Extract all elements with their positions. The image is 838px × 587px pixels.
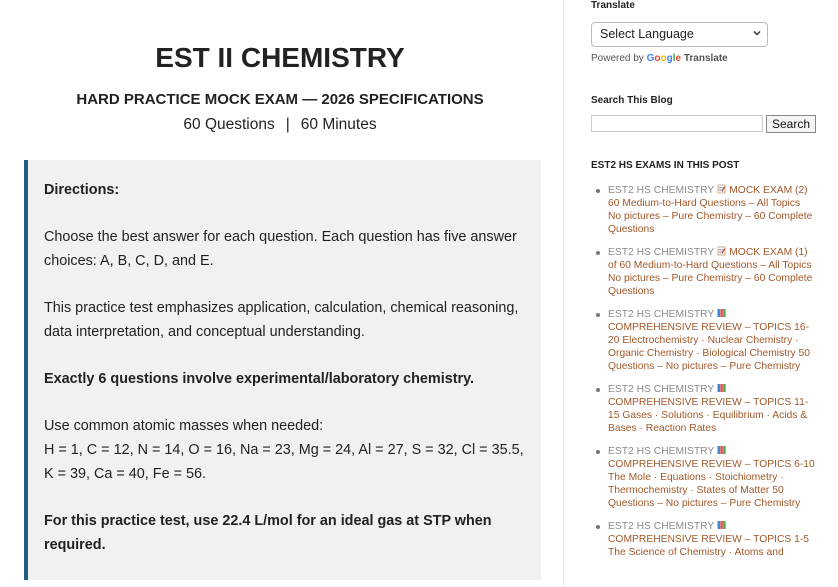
directions-lab-note: Exactly 6 questions involve experimental/laboratory chemistry. [44,371,475,387]
bullet-icon [596,525,600,529]
post-prefix: EST2 HS CHEMISTRY [608,446,715,457]
time-limit: 60 Minutes [300,116,377,133]
translate-link: Translate [683,53,728,64]
language-select[interactable] [591,22,768,47]
directions-emphasis: This practice test emphasizes application, calculation, chemical reasoning, data interpretation, and conceptual understanding. [44,300,519,340]
search-heading: Search This Blog [591,95,673,106]
bullet-icon [596,251,600,255]
page-title: EST II CHEMISTRY [155,42,405,73]
chevron-down-icon [753,29,761,37]
directions-stp-note: For this practice test, use 22.4 L/mol for an ideal gas at STP when required. [44,513,492,553]
atomic-masses-list: H = 1, C = 12, N = 14, O = 16, Na = 23, Mg = 24, Al = 27, S = 32, Cl = 35.5, K = 39, Ca = 40, Fe = 56. [44,442,524,482]
directions-box [24,160,541,580]
meta-separator: | [285,116,290,133]
post-prefix: EST2 HS CHEMISTRY [608,247,715,258]
powered-by-google[interactable] [591,53,728,64]
language-select-value: Select Language [600,27,694,41]
books-icon [717,445,726,455]
bullet-icon [596,313,600,317]
directions-atomic-masses [44,414,524,486]
exam-subtitle: HARD PRACTICE MOCK EXAM — 2026 SPECIFICATIONS [76,91,484,108]
search-input[interactable] [591,115,763,132]
post-title: MOCK EXAM (1) of 60 Medium-to-Hard Questions – All Topics No pictures – Pure Chemistry – 60 Complete Questions [608,247,813,297]
exam-meta [0,116,560,134]
post-prefix: EST2 HS CHEMISTRY [608,521,715,532]
bullet-icon [596,189,600,193]
memo-icon [717,246,726,256]
post-title: COMPREHENSIVE REVIEW – TOPICS 16-20 Electrochemistry · Nuclear Chemistry · Organic Chemistry · Biological Chemistry 50 Questions – No pictures – Pure Chemistry [608,322,810,372]
post-link[interactable] [591,445,816,510]
directions-answer-choices: Choose the best answer for each question. Each question has five answer choices: A, B, C, D, and E. [44,229,517,269]
atomic-masses-intro: Use common atomic masses when needed: [44,418,324,434]
google-logo: Google [646,53,682,64]
post-prefix: EST2 HS CHEMISTRY [608,185,715,196]
powered-by-label: Powered by [591,53,644,64]
posts-heading: EST2 HS EXAMS IN THIS POST [591,160,740,171]
post-link[interactable] [591,383,816,435]
post-prefix: EST2 HS CHEMISTRY [608,309,715,320]
post-title: COMPREHENSIVE REVIEW – TOPICS 11-15 Gases · Solutions · Equilibrium · Acids & Bases · Reaction Rates [608,397,809,434]
question-count: 60 Questions [183,116,275,133]
post-prefix: EST2 HS CHEMISTRY [608,384,715,395]
post-title: COMPREHENSIVE REVIEW – TOPICS 6-10 The Mole · Equations · Stoichiometry · Thermochemistry · States of Matter 50 Questions – No pictures – Pure Chemistry [608,459,815,509]
directions-heading: Directions: [44,182,120,198]
post-title: MOCK EXAM (2) 60 Medium-to-Hard Questions – All Topics No pictures – Pure Chemistry – 60 Complete Questions [608,185,813,235]
bullet-icon [596,450,600,454]
post-title: COMPREHENSIVE REVIEW – TOPICS 1-5 The Science of Chemistry · Atoms and [608,534,810,558]
bullet-icon [596,388,600,392]
post-link[interactable] [591,184,816,236]
posts-list [591,184,816,569]
translate-heading: Translate [591,0,635,11]
books-icon [717,383,726,393]
post-link[interactable] [591,308,816,373]
books-icon [717,308,726,318]
memo-icon [717,184,726,194]
search-button[interactable]: Search [766,115,816,133]
books-icon [717,520,726,530]
post-link[interactable] [591,246,816,298]
post-link[interactable] [591,520,816,559]
column-divider [563,0,564,587]
